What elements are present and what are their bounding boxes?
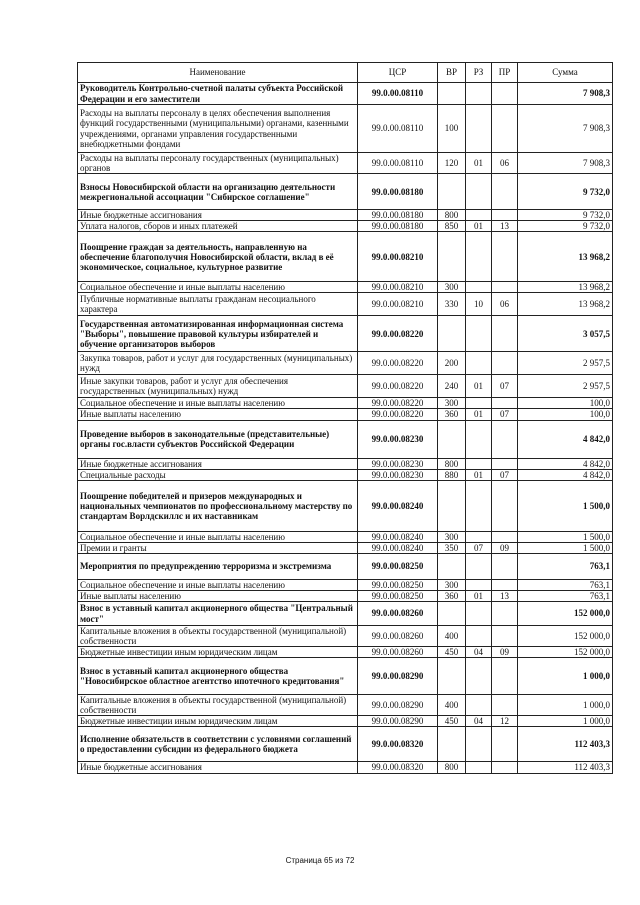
row-name: Поощрение победителей и призеров международных и национальных чемпионатов по профессиональному мастерству по стандартам Ворлдскиллс и их наставникам <box>78 480 358 531</box>
table-row-group <box>78 174 613 210</box>
row-sum: 1 000,0 <box>518 716 613 727</box>
table-row <box>78 105 613 153</box>
row-sum: 2 957,5 <box>518 352 613 375</box>
table-row <box>78 375 613 398</box>
row-csr: 99.0.00.08210 <box>358 232 438 282</box>
table-row-group <box>78 602 613 626</box>
row-rz <box>466 480 492 531</box>
row-csr: 99.0.00.08220 <box>358 398 438 409</box>
row-name: Бюджетные инвестиции иным юридическим лицам <box>78 716 358 727</box>
table-row-group <box>78 232 613 282</box>
table-row <box>78 762 613 773</box>
row-sum: 763,1 <box>518 579 613 590</box>
row-name: Премии и гранты <box>78 542 358 553</box>
row-csr: 99.0.00.08290 <box>358 716 438 727</box>
table-row <box>78 409 613 420</box>
row-rz <box>466 579 492 590</box>
row-csr: 99.0.00.08260 <box>358 626 438 647</box>
row-vr <box>438 316 466 352</box>
row-rz: 04 <box>466 716 492 727</box>
row-rz <box>466 695 492 716</box>
row-rz <box>466 282 492 293</box>
row-vr: 450 <box>438 716 466 727</box>
row-rz <box>466 727 492 762</box>
row-rz <box>466 232 492 282</box>
row-pr <box>492 83 518 105</box>
row-rz <box>466 602 492 626</box>
row-csr: 99.0.00.08180 <box>358 210 438 221</box>
row-rz: 01 <box>466 153 492 174</box>
row-sum: 1 500,0 <box>518 531 613 542</box>
row-vr: 330 <box>438 293 466 316</box>
header-rz: РЗ <box>466 63 492 83</box>
row-sum: 763,1 <box>518 590 613 601</box>
table-row <box>78 531 613 542</box>
row-name: Взнос в уставный капитал акционерного общества "Новосибирское областное агентство ипотечного кредитования" <box>78 658 358 695</box>
table-row-group <box>78 480 613 531</box>
row-vr: 400 <box>438 695 466 716</box>
row-name: Расходы на выплаты персоналу государственных (муниципальных) органов <box>78 153 358 174</box>
row-pr <box>492 626 518 647</box>
row-vr <box>438 727 466 762</box>
row-vr: 350 <box>438 542 466 553</box>
row-rz <box>466 210 492 221</box>
row-pr <box>492 420 518 458</box>
table-row-group <box>78 727 613 762</box>
table-row <box>78 590 613 601</box>
row-sum: 112 403,3 <box>518 727 613 762</box>
row-pr <box>492 174 518 210</box>
row-vr <box>438 553 466 579</box>
row-pr: 07 <box>492 375 518 398</box>
row-vr: 100 <box>438 105 466 153</box>
row-vr <box>438 602 466 626</box>
row-rz: 04 <box>466 647 492 658</box>
row-name: Иные бюджетные ассигнования <box>78 210 358 221</box>
row-csr: 99.0.00.08250 <box>358 553 438 579</box>
table-row <box>78 695 613 716</box>
row-name: Иные бюджетные ассигнования <box>78 458 358 469</box>
row-rz: 01 <box>466 590 492 601</box>
row-vr: 850 <box>438 221 466 232</box>
row-vr: 450 <box>438 647 466 658</box>
row-name: Иные закупки товаров, работ и услуг для обеспечения государственных (муниципальных) нужд <box>78 375 358 398</box>
header-csr: ЦСР <box>358 63 438 83</box>
row-sum: 3 057,5 <box>518 316 613 352</box>
row-vr <box>438 83 466 105</box>
row-csr: 99.0.00.08230 <box>358 458 438 469</box>
row-sum: 13 968,2 <box>518 232 613 282</box>
row-rz <box>466 316 492 352</box>
row-vr: 300 <box>438 398 466 409</box>
header-vr: ВР <box>438 63 466 83</box>
row-csr: 99.0.00.08240 <box>358 531 438 542</box>
row-name: Взнос в уставный капитал акционерного общества "Центральный мост" <box>78 602 358 626</box>
table-header-row <box>78 63 613 83</box>
row-vr: 800 <box>438 458 466 469</box>
row-rz <box>466 83 492 105</box>
table-row <box>78 458 613 469</box>
row-vr: 800 <box>438 762 466 773</box>
row-pr: 12 <box>492 716 518 727</box>
row-csr: 99.0.00.08210 <box>358 282 438 293</box>
row-vr <box>438 174 466 210</box>
row-sum: 152 000,0 <box>518 626 613 647</box>
row-pr: 09 <box>492 542 518 553</box>
row-name: Публичные нормативные выплаты гражданам несоциального характера <box>78 293 358 316</box>
row-sum: 4 842,0 <box>518 469 613 480</box>
row-csr: 99.0.00.08110 <box>358 105 438 153</box>
row-csr: 99.0.00.08210 <box>358 293 438 316</box>
row-vr: 200 <box>438 352 466 375</box>
row-csr: 99.0.00.08250 <box>358 579 438 590</box>
row-rz <box>466 762 492 773</box>
row-sum: 100,0 <box>518 398 613 409</box>
row-name: Социальное обеспечение и иные выплаты населению <box>78 531 358 542</box>
page-number: Страница 65 из 72 <box>285 856 355 865</box>
row-pr: 06 <box>492 153 518 174</box>
row-sum: 4 842,0 <box>518 420 613 458</box>
row-csr: 99.0.00.08320 <box>358 762 438 773</box>
row-rz <box>466 352 492 375</box>
row-sum: 7 908,3 <box>518 153 613 174</box>
row-rz: 07 <box>466 542 492 553</box>
row-name: Социальное обеспечение и иные выплаты населению <box>78 282 358 293</box>
table-row-group <box>78 83 613 105</box>
row-sum: 763,1 <box>518 553 613 579</box>
row-csr: 99.0.00.08110 <box>358 153 438 174</box>
row-name: Поощрение граждан за деятельность, направленную на обеспечение благополучия Новосибирской области, вклад в её экономическое, социальное, культурное развитие <box>78 232 358 282</box>
row-sum: 13 968,2 <box>518 293 613 316</box>
table-row <box>78 153 613 174</box>
row-rz <box>466 105 492 153</box>
row-vr: 360 <box>438 590 466 601</box>
row-vr <box>438 480 466 531</box>
table-row <box>78 579 613 590</box>
row-pr <box>492 398 518 409</box>
table-row <box>78 647 613 658</box>
row-pr <box>492 282 518 293</box>
row-vr: 400 <box>438 626 466 647</box>
row-rz <box>466 458 492 469</box>
row-pr <box>492 602 518 626</box>
row-name: Государственная автоматизированная информационная система "Выборы", повышение правовой культуры избирателей и обучение организаторов выборов <box>78 316 358 352</box>
row-sum: 9 732,0 <box>518 174 613 210</box>
table-row-group <box>78 658 613 695</box>
row-pr <box>492 232 518 282</box>
row-csr: 99.0.00.08220 <box>358 316 438 352</box>
row-sum: 9 732,0 <box>518 221 613 232</box>
row-csr: 99.0.00.08220 <box>358 409 438 420</box>
row-pr <box>492 352 518 375</box>
table-row <box>78 352 613 375</box>
table-row-group <box>78 553 613 579</box>
row-name: Проведение выборов в законодательные (представительные) органы гос.власти субъектов Российской Федерации <box>78 420 358 458</box>
row-csr: 99.0.00.08220 <box>358 352 438 375</box>
row-sum: 152 000,0 <box>518 602 613 626</box>
row-name: Иные выплаты населению <box>78 590 358 601</box>
row-rz: 01 <box>466 469 492 480</box>
header-name: Наименование <box>78 63 358 83</box>
row-rz: 01 <box>466 375 492 398</box>
row-name: Взносы Новосибирской области на организацию деятельности межрегиональной ассоциации "Сибирское соглашение" <box>78 174 358 210</box>
table-row <box>78 398 613 409</box>
row-pr: 07 <box>492 409 518 420</box>
table-body <box>78 83 613 774</box>
row-pr: 13 <box>492 590 518 601</box>
row-pr <box>492 727 518 762</box>
row-rz <box>466 398 492 409</box>
row-name: Капитальные вложения в объекты государственной (муниципальной) собственности <box>78 695 358 716</box>
row-csr: 99.0.00.08260 <box>358 647 438 658</box>
row-vr <box>438 658 466 695</box>
row-csr: 99.0.00.08240 <box>358 542 438 553</box>
row-vr <box>438 232 466 282</box>
row-vr: 240 <box>438 375 466 398</box>
row-pr <box>492 762 518 773</box>
row-name: Социальное обеспечение и иные выплаты населению <box>78 398 358 409</box>
row-sum: 7 908,3 <box>518 105 613 153</box>
row-vr: 880 <box>438 469 466 480</box>
row-sum: 2 957,5 <box>518 375 613 398</box>
row-rz <box>466 174 492 210</box>
row-pr <box>492 105 518 153</box>
table-row <box>78 282 613 293</box>
row-name: Иные выплаты населению <box>78 409 358 420</box>
row-name: Руководитель Контрольно-счетной палаты субъекта Российской Федерации и его заместители <box>78 83 358 105</box>
row-name: Капитальные вложения в объекты государственной (муниципальной) собственности <box>78 626 358 647</box>
table-row <box>78 469 613 480</box>
row-name: Исполнение обязательств в соответствии с условиями соглашений о предоставлении субсидии из федерального бюджета <box>78 727 358 762</box>
row-vr: 300 <box>438 579 466 590</box>
row-csr: 99.0.00.08290 <box>358 658 438 695</box>
row-rz: 01 <box>466 409 492 420</box>
row-sum: 1 500,0 <box>518 480 613 531</box>
table-row <box>78 210 613 221</box>
row-vr: 300 <box>438 531 466 542</box>
row-rz: 01 <box>466 221 492 232</box>
row-rz <box>466 553 492 579</box>
header-pr: ПР <box>492 63 518 83</box>
row-name: Иные бюджетные ассигнования <box>78 762 358 773</box>
row-pr: 09 <box>492 647 518 658</box>
row-csr: 99.0.00.08230 <box>358 469 438 480</box>
row-pr <box>492 531 518 542</box>
row-pr <box>492 695 518 716</box>
row-csr: 99.0.00.08250 <box>358 590 438 601</box>
row-csr: 99.0.00.08180 <box>358 174 438 210</box>
row-rz: 10 <box>466 293 492 316</box>
row-sum: 7 908,3 <box>518 83 613 105</box>
row-csr: 99.0.00.08320 <box>358 727 438 762</box>
row-rz <box>466 531 492 542</box>
row-pr <box>492 316 518 352</box>
row-csr: 99.0.00.08260 <box>358 602 438 626</box>
row-name: Расходы на выплаты персоналу в целях обеспечения выполнения функций государственными (муниципальными) органами, казенными учреждениями, органами управления государственными внебюджетными фондами <box>78 105 358 153</box>
header-sum: Сумма <box>518 63 613 83</box>
row-csr: 99.0.00.08240 <box>358 480 438 531</box>
row-vr: 360 <box>438 409 466 420</box>
row-name: Специальные расходы <box>78 469 358 480</box>
table-row <box>78 221 613 232</box>
row-vr: 800 <box>438 210 466 221</box>
row-sum: 152 000,0 <box>518 647 613 658</box>
row-sum: 1 500,0 <box>518 542 613 553</box>
row-sum: 4 842,0 <box>518 458 613 469</box>
row-rz <box>466 420 492 458</box>
row-rz <box>466 626 492 647</box>
row-vr: 300 <box>438 282 466 293</box>
row-csr: 99.0.00.08110 <box>358 83 438 105</box>
budget-table <box>77 62 613 774</box>
row-rz <box>466 658 492 695</box>
row-csr: 99.0.00.08290 <box>358 695 438 716</box>
row-csr: 99.0.00.08220 <box>358 375 438 398</box>
table-row-group <box>78 316 613 352</box>
row-vr: 120 <box>438 153 466 174</box>
row-sum: 13 968,2 <box>518 282 613 293</box>
row-sum: 100,0 <box>518 409 613 420</box>
table-row <box>78 626 613 647</box>
row-pr: 06 <box>492 293 518 316</box>
row-sum: 9 732,0 <box>518 210 613 221</box>
row-csr: 99.0.00.08230 <box>358 420 438 458</box>
row-name: Бюджетные инвестиции иным юридическим лицам <box>78 647 358 658</box>
table-row-group <box>78 420 613 458</box>
table-row <box>78 293 613 316</box>
table-row <box>78 716 613 727</box>
row-name: Уплата налогов, сборов и иных платежей <box>78 221 358 232</box>
row-name: Закупка товаров, работ и услуг для государственных (муниципальных) нужд <box>78 352 358 375</box>
row-pr: 07 <box>492 469 518 480</box>
row-vr <box>438 420 466 458</box>
row-pr: 13 <box>492 221 518 232</box>
row-sum: 1 000,0 <box>518 658 613 695</box>
table-row <box>78 542 613 553</box>
row-pr <box>492 210 518 221</box>
row-sum: 112 403,3 <box>518 762 613 773</box>
row-csr: 99.0.00.08180 <box>358 221 438 232</box>
row-pr <box>492 458 518 469</box>
row-name: Мероприятия по предупреждению терроризма и экстремизма <box>78 553 358 579</box>
row-pr <box>492 553 518 579</box>
row-pr <box>492 480 518 531</box>
row-name: Социальное обеспечение и иные выплаты населению <box>78 579 358 590</box>
row-pr <box>492 579 518 590</box>
row-sum: 1 000,0 <box>518 695 613 716</box>
row-pr <box>492 658 518 695</box>
